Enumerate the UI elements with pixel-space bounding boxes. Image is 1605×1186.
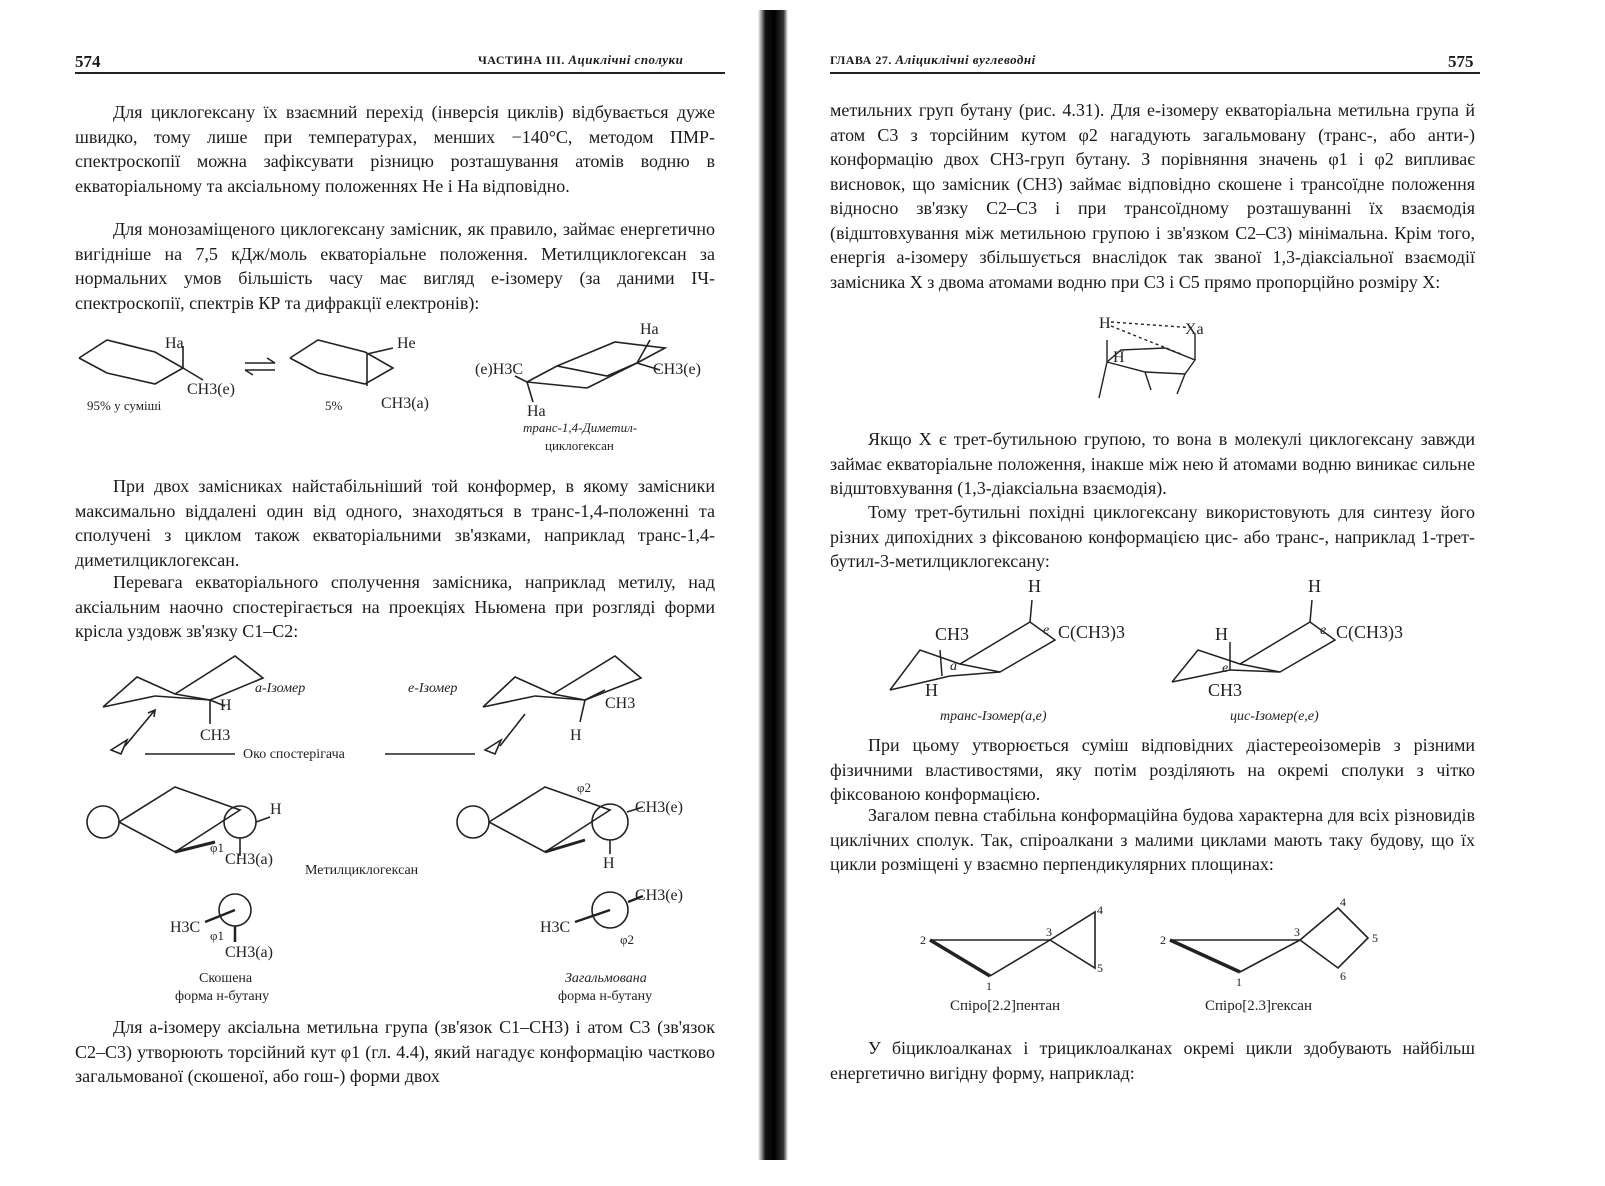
fig1-label-95: 95% у суміші bbox=[87, 398, 162, 413]
right-paragraph-1: метильних груп бутану (рис. 4.31). Для е-ізомеру екваторіальна метильна група й атом С3 з торсійним кутом φ2 нагадують загальмовану (транс-, або анти-) конформацію двох СН3-груп бутану. З порівняння значень φ1 і φ2 випливає висновок, що замісник (СН3) займає відповідно скошене і трансоїдне положення відносно зв'язку С2–С3 і при трансоїдному розташуванні їх взаємодія (відштовхування між метильною групою і зв'язком С2–С3) мінімальна. Крім того, енергія a-ізомеру збільшується внаслідок так званої 1,3-діаксіальної взаємодії замісника X з двома атомами водню при С3 і С5 прямо пропорційно розміру X: bbox=[830, 100, 1475, 292]
fig1-he: He bbox=[397, 335, 416, 352]
fig4-trans-ch3: CH3 bbox=[935, 624, 970, 644]
fig4-trans-h-bottom: H bbox=[925, 680, 938, 700]
right-paragraph-4: При цьому утворюється суміш відповідних діастереоізомерів з різними фізичними властивостями, яку потім розділяють на окремі сполуки з чітко фіксованою конформацією. bbox=[830, 735, 1475, 804]
svg-text:1: 1 bbox=[1236, 975, 1242, 989]
right-page bbox=[800, 0, 1605, 1186]
fig4-trans-h-top: H bbox=[1028, 576, 1041, 596]
fig2-a-isomer: a-Ізомер bbox=[255, 681, 306, 696]
right-paragraph-3: Тому трет-бутильні похідні циклогексану використовують для синтезу його різних дипохідних з фіксованою конформацією цис- або транс-, наприклад 1-трет-бутил-3-метилциклогексану: bbox=[830, 502, 1475, 571]
fig1-ha-2: Ha bbox=[640, 321, 659, 338]
fig2-staggered-caption-1: Загальмована bbox=[565, 971, 647, 986]
right-paragraph-6: У біциклоалканах і трициклоалканах окремі цикли здобувають найбільш енергетично вигідну форму, наприклад: bbox=[830, 1038, 1475, 1083]
fig1-ch3a: CH3(a) bbox=[381, 395, 429, 412]
svg-text:5: 5 bbox=[1097, 961, 1103, 975]
right-paragraph-5: Загалом певна стабільна конформаційна будова характерна для всіх різновидів циклічних сполук. Так, спіроалкани з малими циклами мають таку будову, що їх цикли розміщені у взаємно перпендикулярних площинах: bbox=[830, 805, 1475, 874]
fig4-cis-ctbu: C(CH3)3 bbox=[1336, 622, 1403, 642]
fig1-h3c-e: (e)H3C bbox=[475, 361, 523, 378]
fig4-cis-caption: цис-Ізомер(e,e) bbox=[1230, 709, 1319, 724]
svg-text:2: 2 bbox=[1160, 933, 1166, 947]
fig2-ch3-e: CH3 bbox=[605, 695, 636, 712]
right-paragraph-2: Якщо X є трет-бутильною групою, то вона в молекулі циклогексану завжди займає екваторіальне положення, інакше між нею й атомами водню виникає сильне відштовхування (1,3-діаксіальна взаємодія). bbox=[830, 429, 1475, 498]
right-page-number: 575 bbox=[1448, 52, 1474, 71]
fig1-trans-caption-2: циклогексан bbox=[545, 438, 614, 453]
fig2-staggered-h3c: H3C bbox=[540, 919, 571, 936]
left-running-head: ЧАСТИНА III. Ациклічні сполуки bbox=[478, 52, 684, 67]
svg-text:4: 4 bbox=[1340, 895, 1346, 909]
svg-text:4: 4 bbox=[1097, 903, 1103, 917]
right-running-head: ГЛАВА 27. Аліциклічні вуглеводні bbox=[830, 52, 1036, 67]
fig4-cis-h-top: H bbox=[1308, 576, 1321, 596]
svg-text:2: 2 bbox=[920, 933, 926, 947]
figure-spiroalkanes bbox=[920, 895, 1390, 1020]
book-spine-shadow bbox=[758, 10, 788, 1160]
fig5-spiro23: Спіро[2.3]гексан bbox=[1205, 998, 1312, 1014]
svg-text:5: 5 bbox=[1372, 931, 1378, 945]
fig2-gauche-caption-2: форма н-бутану bbox=[175, 989, 270, 1004]
fig2-eye-label: Око спостерігача bbox=[243, 747, 345, 762]
left-paragraph-2: Для монозаміщеного циклогексану замісник, як правило, займає енергетично вигідніше на 7,5 кДж/моль екваторіальне положення. Метилциклогексан за нормальних умов більшість часу має вигляд е-ізомеру (за даними ІЧ-спектроскопії, спектрів КР та дифракції електронів): bbox=[75, 219, 715, 313]
left-header-rule bbox=[75, 72, 725, 74]
fig4-cis-ch3: CH3 bbox=[1208, 680, 1243, 700]
fig2-staggered-caption-2: форма н-бутану bbox=[558, 989, 653, 1004]
figure-newman-projections bbox=[75, 642, 725, 1007]
fig2-newman-h: H bbox=[270, 801, 282, 818]
fig4-trans-caption: транс-Ізомер(a,e) bbox=[940, 709, 1047, 724]
fig1-label-5: 5% bbox=[325, 398, 343, 413]
fig2-newman-h-e: H bbox=[603, 855, 615, 872]
left-page bbox=[0, 0, 755, 1186]
fig1-ch3e: CH3(e) bbox=[187, 381, 235, 398]
left-page-number: 574 bbox=[75, 52, 101, 71]
svg-text:6: 6 bbox=[1340, 969, 1346, 983]
fig2-gauche-ch3a: CH3(a) bbox=[225, 944, 273, 961]
fig2-phi1: φ1 bbox=[210, 840, 225, 855]
figure-methylcyclohexane-conformers bbox=[75, 318, 725, 458]
fig2-h-e: H bbox=[570, 727, 582, 744]
left-paragraph-4: Перевага екваторіального сполучення замісника, наприклад метилу, над аксіальним наочно спостерігається на проекціях Ньюмена при розгляді форми крісла уздовж зв'язку С1–С2: bbox=[75, 572, 715, 641]
left-paragraph-3: При двох замісниках найстабільніший той конформер, в якому замісники максимально віддалені один від одного, знаходяться в транс-1,4-положенні та сполучені з циклом також екваторіальними зв'язками, наприклад транс-1,4-диметилциклогексан. bbox=[75, 476, 715, 570]
fig2-phi2: φ2 bbox=[577, 780, 592, 795]
fig2-gauche-h3c: H3C bbox=[170, 919, 201, 936]
figure-diaxial-interaction bbox=[1085, 312, 1235, 412]
fig2-e-isomer: e-Ізомер bbox=[408, 681, 458, 696]
fig4-trans-e: e bbox=[1043, 623, 1050, 638]
fig2-methylcyclohexane: Метилциклогексан bbox=[305, 863, 419, 878]
fig1-ha-3: Ha bbox=[527, 403, 546, 420]
fig2-gauche-caption-1: Скошена bbox=[199, 971, 253, 986]
svg-text:3: 3 bbox=[1294, 925, 1300, 939]
fig4-trans-ctbu: C(CH3)3 bbox=[1058, 622, 1125, 642]
fig2-staggered-ch3e: CH3(e) bbox=[635, 887, 683, 904]
svg-text:1: 1 bbox=[986, 979, 992, 993]
fig1-trans-caption-1: транс-1,4-Диметил- bbox=[523, 420, 638, 435]
fig2-newman-ch3e: CH3(e) bbox=[635, 799, 683, 816]
fig3-h-mid: H bbox=[1113, 349, 1125, 366]
fig4-trans-a: a bbox=[950, 659, 957, 674]
fig2-gauche-phi1: φ1 bbox=[210, 928, 225, 943]
left-paragraph-1: Для циклогексану їх взаємний перехід (інверсія циклів) відбувається дуже швидко, тому лише при температурах, менших −140°С, методом ПМР-спектроскопії можна зафіксувати різницю розташування атомів водню в екваторіальному та аксіальному положеннях He і Ha відповідно. bbox=[75, 102, 715, 196]
fig1-ha-1: Ha bbox=[165, 335, 184, 352]
fig2-h-a: H bbox=[220, 697, 232, 714]
fig2-newman-ch3a: CH3(a) bbox=[225, 851, 273, 868]
right-header-rule bbox=[830, 72, 1480, 74]
fig5-spiro22: Спіро[2.2]пентан bbox=[950, 998, 1061, 1014]
figure-tbutyl-methylcyclohexane bbox=[880, 572, 1440, 722]
fig2-staggered-phi2: φ2 bbox=[620, 932, 635, 947]
fig4-cis-e2: e bbox=[1222, 661, 1229, 676]
left-paragraph-5: Для a-ізомеру аксіальна метильна група (зв'язок С1–СН3) і атом С3 (зв'язок С2–С3) утворюють торсійний кут φ1 (гл. 4.4), який нагадує конформацію частково загальмованої (скошеної, або гош-) форми двох bbox=[75, 1017, 715, 1086]
fig4-cis-h: H bbox=[1215, 624, 1228, 644]
fig3-xa: Xa bbox=[1185, 321, 1204, 338]
fig1-ch3e-2: CH3(e) bbox=[653, 361, 701, 378]
fig4-cis-e1: e bbox=[1320, 623, 1327, 638]
svg-text:3: 3 bbox=[1046, 925, 1052, 939]
fig3-h-top: H bbox=[1099, 315, 1111, 332]
fig2-ch3-a: CH3 bbox=[200, 727, 231, 744]
